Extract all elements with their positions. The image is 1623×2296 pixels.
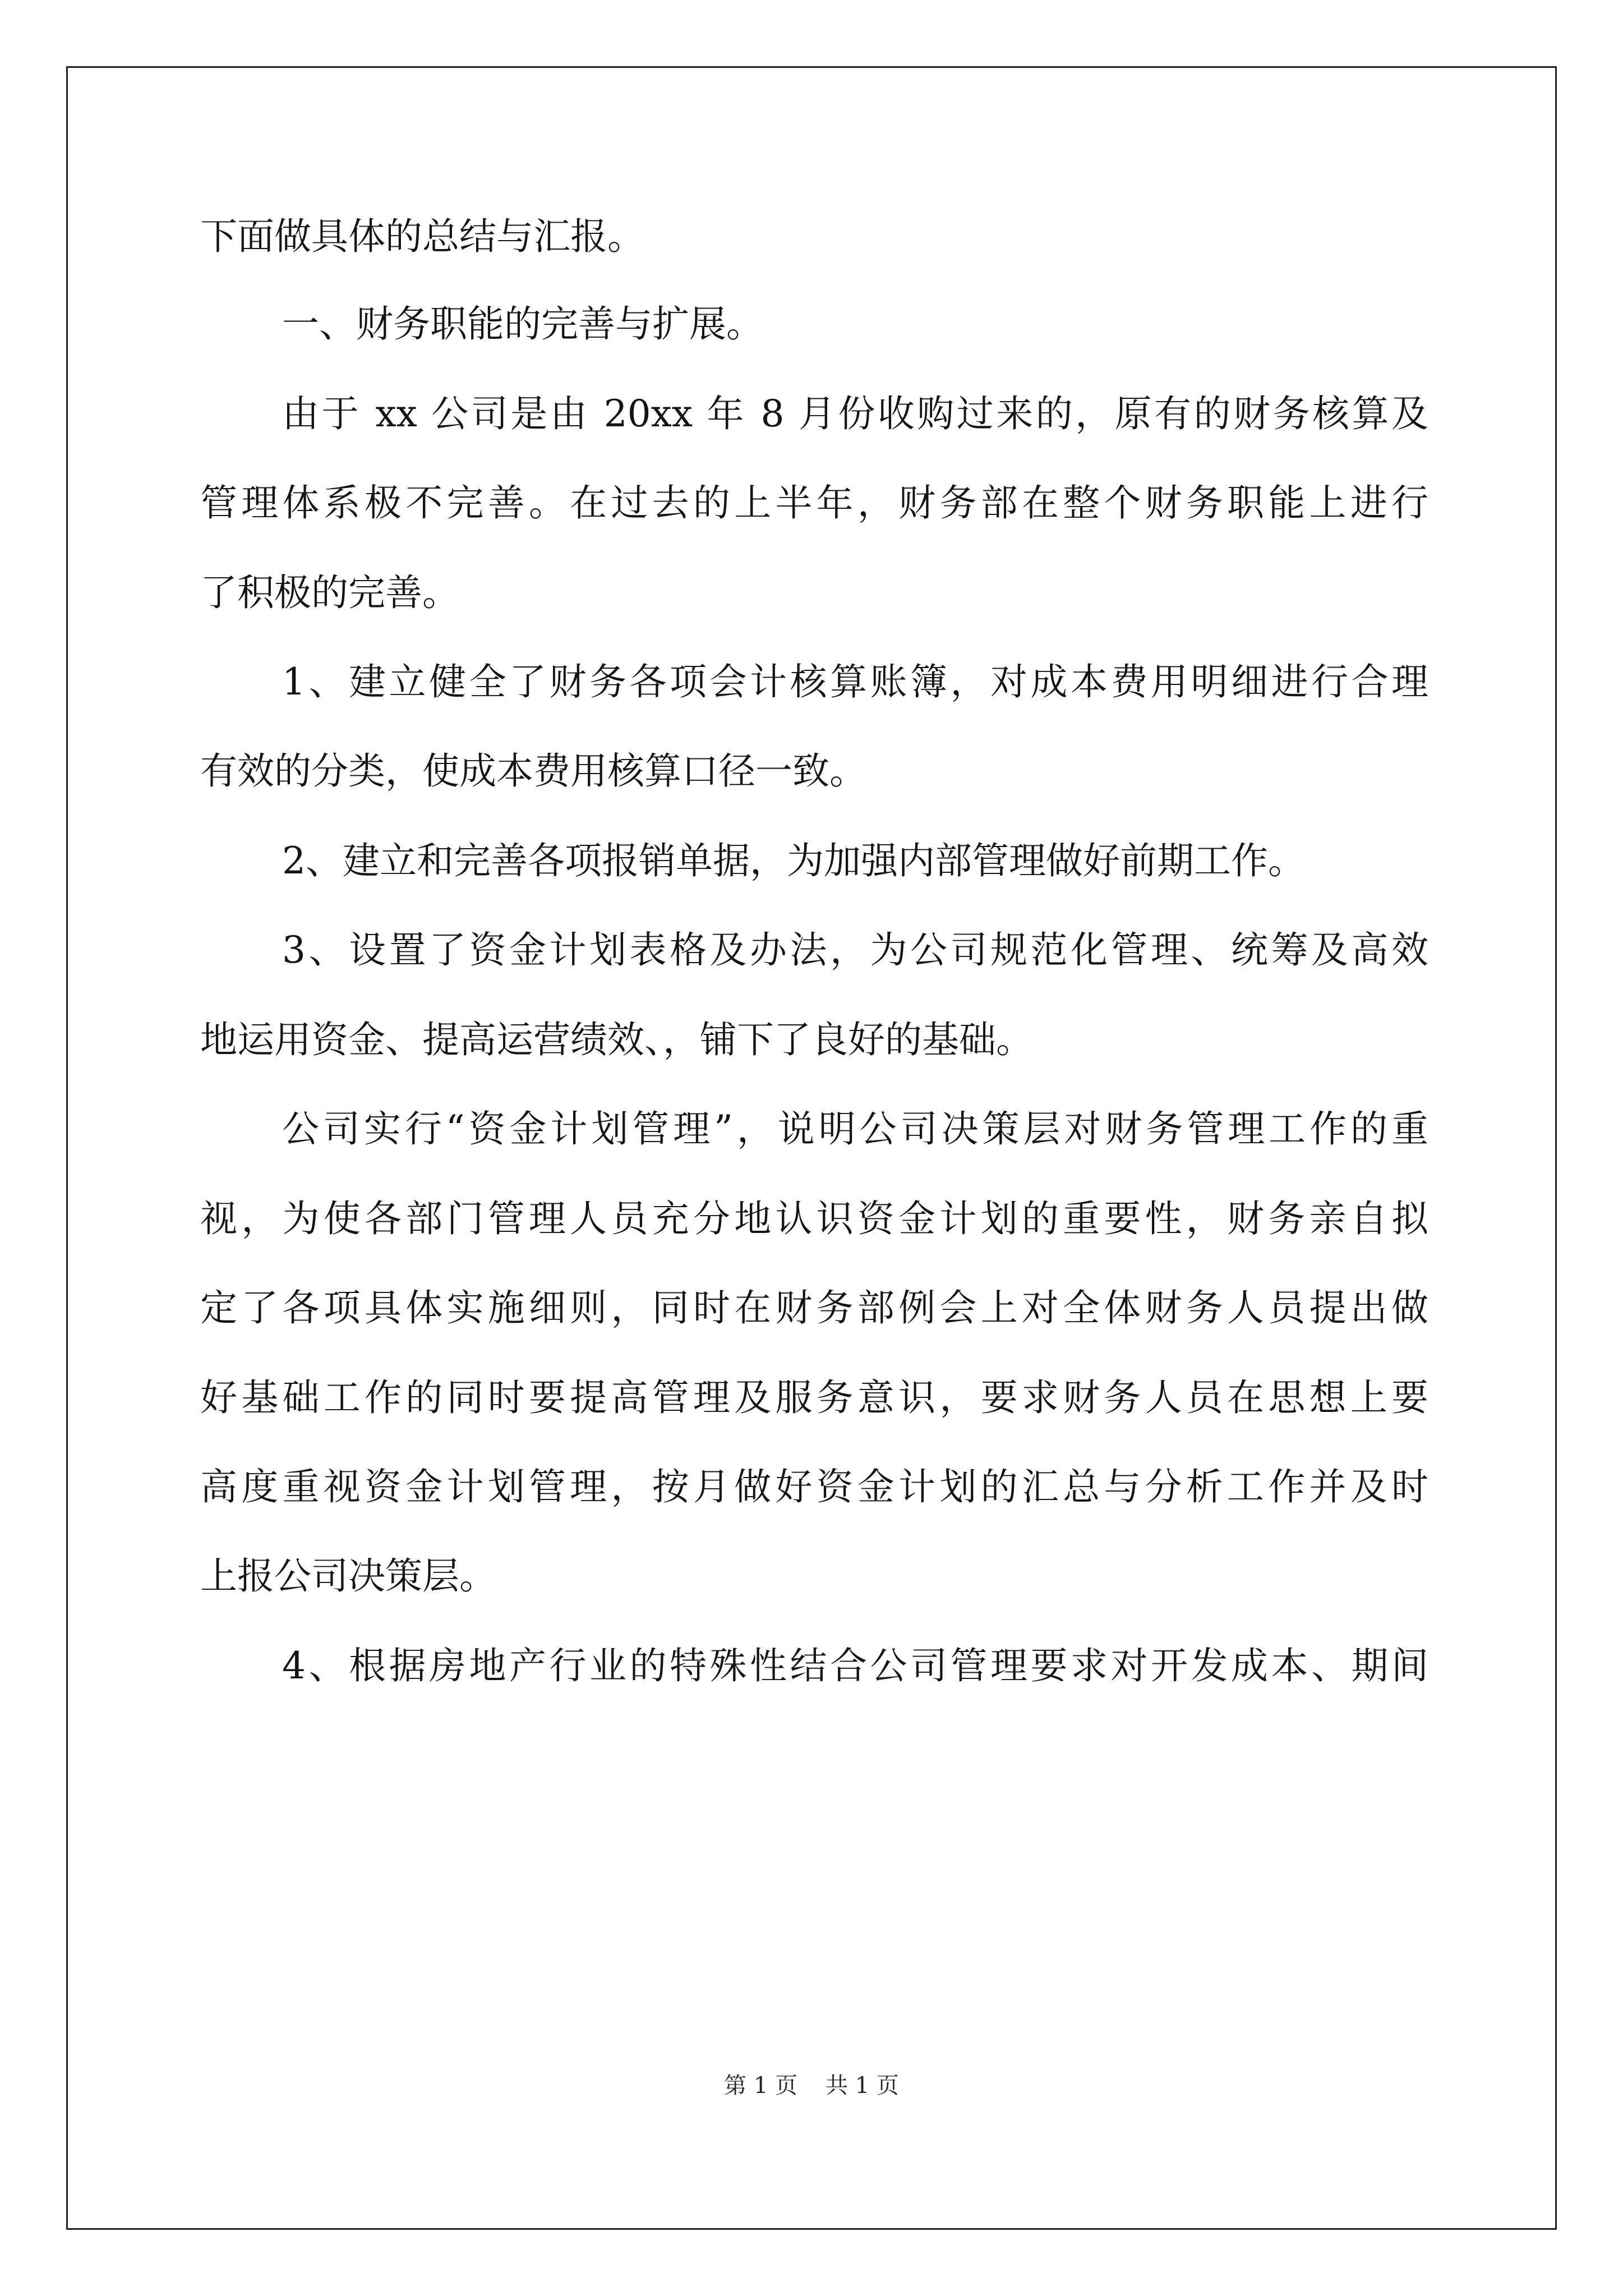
paragraph-line-2: 视，为使各部门管理人员充分地认识资金计划的重要性，财务亲自拟 bbox=[200, 1197, 1428, 1240]
paragraph-line-1: 公司实行“资金计划管理”，说明公司决策层对财务管理工作的重 bbox=[282, 1107, 1428, 1151]
page-total: 共 1 页 bbox=[826, 2073, 899, 2099]
list-item-2: 2、建立和完善各项报销单据，为加强内部管理做好前期工作。 bbox=[282, 839, 1305, 882]
page-number: 第 1 页 bbox=[724, 2073, 797, 2099]
page-footer bbox=[0, 2069, 1623, 2102]
list-item-3-line-2: 地运用资金、提高运营绩效、，铺下了良好的基础。 bbox=[200, 1018, 1033, 1061]
text-line-1: 下面做具体的总结与汇报。 bbox=[200, 215, 644, 258]
list-item-1-line-1: 1、建立健全了财务各项会计核算账簿，对成本费用明细进行合理 bbox=[282, 660, 1428, 703]
paragraph-line-3: 定了各项具体实施细则，同时在财务部例会上对全体财务人员提出做 bbox=[200, 1286, 1428, 1329]
paragraph-line-4: 好基础工作的同时要提高管理及服务意识，要求财务人员在思想上要 bbox=[200, 1376, 1428, 1419]
list-item-1-line-2: 有效的分类，使成本费用核算口径一致。 bbox=[200, 749, 866, 793]
section-heading-1: 一、财务职能的完善与扩展。 bbox=[282, 302, 763, 346]
list-item-4-line-1: 4、根据房地产行业的特殊性结合公司管理要求对开发成本、期间 bbox=[282, 1644, 1428, 1687]
paragraph-line-6: 上报公司决策层。 bbox=[200, 1554, 496, 1598]
text-line-3: 由于 xx 公司是由 20xx 年 8 月份收购过来的，原有的财务核算及 bbox=[282, 392, 1428, 435]
list-item-3-line-1: 3、设置了资金计划表格及办法，为公司规范化管理、统筹及高效 bbox=[282, 928, 1428, 972]
text-line-4: 管理体系极不完善。在过去的上半年，财务部在整个财务职能上进行 bbox=[200, 481, 1428, 524]
text-line-5: 了积极的完善。 bbox=[200, 571, 459, 614]
paragraph-line-5: 高度重视资金计划管理，按月做好资金计划的汇总与分析工作并及时 bbox=[200, 1465, 1428, 1508]
